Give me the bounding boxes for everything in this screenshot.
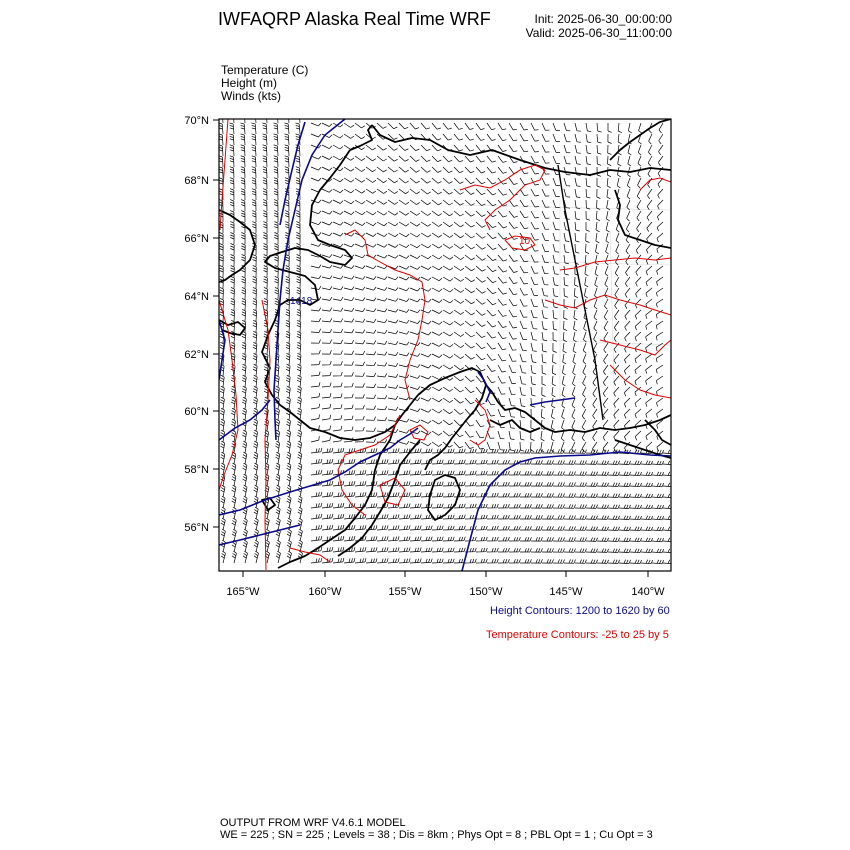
lon-label-140w: 140°W bbox=[631, 586, 665, 598]
map-title: IWFAQRP Alaska Real Time WRF bbox=[218, 9, 491, 29]
lon-label-145w: 145°W bbox=[549, 586, 583, 598]
lat-label-66: 66°N bbox=[184, 233, 209, 245]
field-temperature: Temperature (C) bbox=[221, 63, 309, 77]
lat-label-68: 68°N bbox=[184, 175, 209, 187]
lat-label-62: 62°N bbox=[184, 349, 209, 361]
height-contour-label: 1418 bbox=[290, 296, 313, 307]
field-winds: Winds (kts) bbox=[221, 89, 281, 103]
longitude-axis bbox=[243, 571, 648, 577]
wind-barbs bbox=[218, 112, 674, 564]
temperature-contour-legend: Temperature Contours: -25 to 25 by 5 bbox=[486, 629, 669, 641]
init-time: Init: 2025-06-30_00:00:00 bbox=[534, 12, 672, 26]
lat-label-56: 56°N bbox=[184, 522, 209, 534]
temperature-contour-label: 10 bbox=[519, 236, 531, 247]
latitude-axis bbox=[213, 120, 219, 527]
lat-label-60: 60°N bbox=[184, 406, 209, 418]
wind-barb-field bbox=[218, 112, 674, 564]
field-height: Height (m) bbox=[221, 76, 278, 90]
lon-label-160w: 160°W bbox=[308, 586, 342, 598]
model-output-line: OUTPUT FROM WRF V4.6.1 MODEL bbox=[220, 817, 406, 829]
valid-time: Valid: 2025-06-30_11:00:00 bbox=[525, 26, 672, 40]
graticule bbox=[460, 200, 670, 420]
model-config-line: WE = 225 ; SN = 225 ; Levels = 38 ; Dis = 8km ; Phys Opt = 8 ; PBL Opt = 1 ; Cu Opt = 3 bbox=[220, 829, 653, 841]
lat-label-58: 58°N bbox=[184, 464, 209, 476]
height-contour-legend: Height Contours: 1200 to 1620 by 60 bbox=[490, 605, 670, 617]
lat-label-64: 64°N bbox=[184, 291, 209, 303]
lon-label-155w: 155°W bbox=[388, 586, 422, 598]
lon-label-150w: 150°W bbox=[469, 586, 503, 598]
lat-label-70: 70°N bbox=[184, 115, 209, 127]
coastline bbox=[219, 119, 671, 568]
lon-label-165w: 165°W bbox=[226, 586, 260, 598]
